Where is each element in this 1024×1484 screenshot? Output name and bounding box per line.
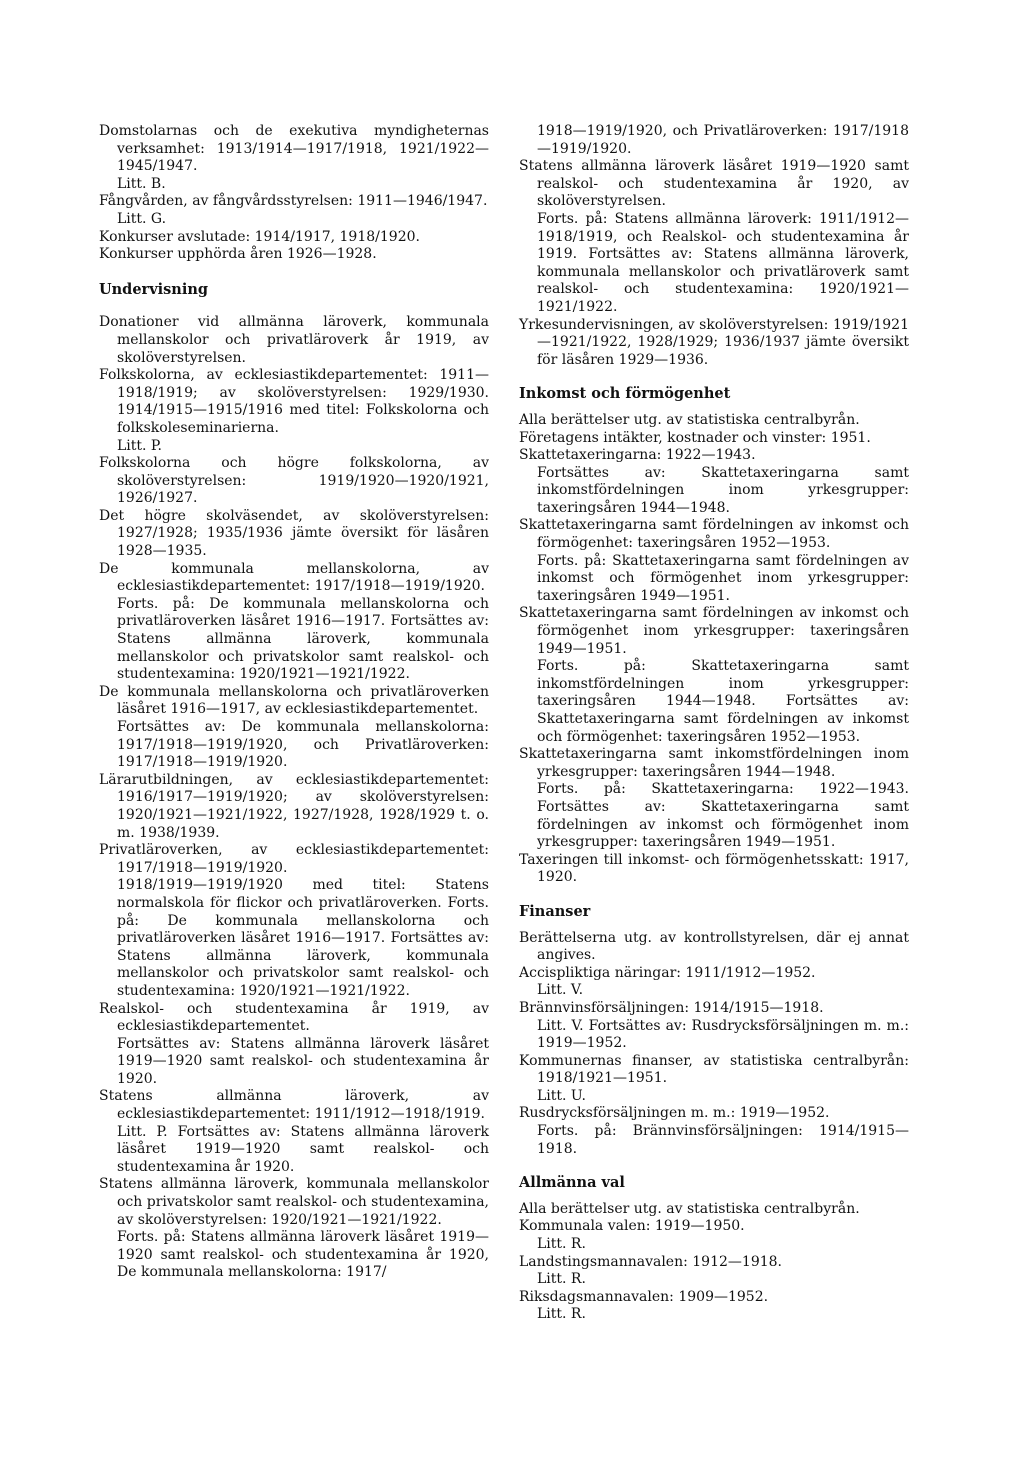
entry-continuation: Forts. på: Statens allmänna läroverk läsåret 1919—1920 samt realskol- och studentexamina år 1920, De kommunala mellanskolorna: 1917/	[117, 1229, 489, 1281]
entry-continuation: Fortsättes av: De kommunala mellanskolorna: 1917/1918—1919/1920, och Privatläroverken: 1917/1918—1919/1920.	[117, 719, 489, 771]
entry-continuation: 1918—1919/1920, och Privatläroverken: 1917/1918—1919/1920.	[537, 123, 909, 157]
entry-continuation: Fortsättes av: Skattetaxeringarna samt inkomstfördelningen inom yrkesgrupper: taxeringsåren 1944—1948.	[537, 464, 909, 516]
entry-continuation: Forts. på: Statens allmänna läroverk: 1911/1912—1918/1919, och Realskol- och studentexamina år 1919. Fortsättes av: Statens allmänna läroverk, kommunala mellanskolor och privatläroverk samt realskol- och studentexamina: 1920/1921—1921/1922.	[537, 210, 909, 315]
catalog-entry: Det högre skolväsendet, av skolöverstyrelsen: 1927/1928; 1935/1936 jämte översikt för läsåren 1928—1935.	[99, 507, 489, 560]
catalog-entry: De kommunala mellanskolorna, av ecklesiastikdepartementet: 1917/1918—1919/1920.	[99, 560, 489, 595]
catalog-entry: Folkskolorna, av ecklesiastikdepartementet: 1911—1918/1919; av skolöverstyrelsen: 1929/1930. 1914/1915—1915/1916 med titel: Folkskolorna och folkskoleseminarierna.	[99, 367, 489, 436]
catalog-entry: Domstolarnas och de exekutiva myndigheternas verksamhet: 1913/1914—1917/1918, 1921/1922—1945/1947.	[99, 123, 489, 175]
catalog-entry: Konkurser avslutade: 1914/1917, 1918/1920.	[99, 228, 420, 245]
entry-continuation: Forts. på: Skattetaxeringarna samt inkomstfördelningen inom yrkesgrupper: taxeringsåren 1944—1948. Fortsättes av: Skattetaxeringarna samt fördelningen av inkomst och förmögenhet: taxeringsåren 1952—1953.	[537, 658, 909, 745]
catalog-entry: Alla berättelser utg. av statistiska centralbyrån.	[519, 1200, 860, 1217]
entry-continuation: Litt. P. Fortsättes av: Statens allmänna läroverk läsåret 1919—1920 samt realskol- och studentexamina år 1920.	[117, 1123, 489, 1175]
catalog-entry: Realskol- och studentexamina år 1919, av ecklesiastikdepartementet.	[99, 1000, 489, 1035]
catalog-entry: Privatläroverken, av ecklesiastikdepartementet: 1917/1918—1919/1920.	[99, 842, 489, 876]
entry-continuation: Litt. R.	[537, 1271, 586, 1288]
entry-continuation: Litt. U.	[537, 1087, 586, 1104]
catalog-entry: Konkurser upphörda åren 1926—1928.	[99, 246, 377, 263]
catalog-entry: De kommunala mellanskolorna och privatläroverken läsåret 1916—1917, av ecklesiastikdepartementet.	[99, 683, 489, 718]
left-column	[99, 123, 489, 1282]
catalog-entry: Kommunala valen: 1919—1950.	[519, 1218, 745, 1235]
entry-continuation: Forts. på: De kommunala mellanskolorna och privatläroverken läsåret 1916—1917. Fortsättes av: Statens allmänna läroverk, kommunala mellanskolor och privatskolor samt realskol- och studentexamina: 1920/1921—1921/1922.	[117, 595, 489, 683]
catalog-entry: Riksdagsmannavalen: 1909—1952.	[519, 1288, 769, 1305]
catalog-entry: Alla berättelser utg. av statistiska centralbyrån.	[519, 411, 860, 428]
entry-continuation: Forts. på: Skattetaxeringarna: 1922—1943. Fortsättes av: Skattetaxeringarna samt fördelningen av inkomst och förmögenhet inom yrkesgrupper: taxeringsåren 1949—1951.	[537, 781, 909, 851]
catalog-entry: Taxeringen till inkomst- och förmögenhetsskatt: 1917, 1920.	[519, 851, 909, 886]
catalog-entry: Statens allmänna läroverk, kommunala mellanskolor och privatskolor samt realskol- och studentexamina, av skolöverstyrelsen: 1920/1921—1921/1922.	[99, 1176, 489, 1228]
catalog-entry: Fångvården, av fångvårdsstyrelsen: 1911—1946/1947.	[99, 193, 488, 210]
catalog-entry: Brännvinsförsäljningen: 1914/1915—1918.	[519, 999, 824, 1016]
entry-continuation: Litt. V.	[537, 982, 584, 999]
catalog-entry: Företagens intäkter, kostnader och vinster: 1951.	[519, 429, 871, 446]
entry-continuation: Fortsättes av: Statens allmänna läroverk läsåret 1919—1920 samt realskol- och studentexamina år 1920.	[117, 1035, 489, 1087]
section-heading: Allmänna val	[519, 1174, 625, 1192]
entry-continuation: Litt. V. Fortsättes av: Rusdrycksförsäljningen m. m.: 1919—1952.	[537, 1017, 909, 1052]
catalog-entry: Donationer vid allmänna läroverk, kommunala mellanskolor och privatläroverk år 1919, av skolöverstyrelsen.	[99, 314, 489, 366]
catalog-entry: Statens allmänna läroverk läsåret 1919—1920 samt realskol- och studentexamina år 1920, av skolöverstyrelsen.	[519, 158, 909, 210]
catalog-entry: Folkskolorna och högre folkskolorna, av skolöverstyrelsen: 1919/1920—1920/1921, 1926/1927.	[99, 455, 489, 507]
catalog-entry: Landstingsmannavalen: 1912—1918.	[519, 1253, 782, 1270]
catalog-entry: Kommunernas finanser, av statistiska centralbyrån: 1918/1921—1951.	[519, 1052, 909, 1087]
catalog-entry: Lärarutbildningen, av ecklesiastikdepartementet: 1916/1917—1919/1920; av skolöverstyrelsen: 1920/1921—1921/1922, 1927/1928, 1928/1929 t. o. m. 1938/1939.	[99, 771, 489, 841]
catalog-entry: Rusdrycksförsäljningen m. m.: 1919—1952.	[519, 1105, 830, 1122]
catalog-entry: Statens allmänna läroverk, av ecklesiastikdepartementet: 1911/1912—1918/1919.	[99, 1088, 489, 1123]
entry-continuation: Litt. R.	[537, 1306, 586, 1323]
catalog-entry: Skattetaxeringarna: 1922—1943.	[519, 447, 756, 464]
catalog-entry: Skattetaxeringarna samt fördelningen av inkomst och förmögenhet inom yrkesgrupper: taxeringsåren 1949—1951.	[519, 605, 909, 657]
catalog-entry: Berättelserna utg. av kontrollstyrelsen, där ej annat angives.	[519, 929, 909, 964]
section-heading: Inkomst och förmögenhet	[519, 385, 731, 403]
catalog-entry: Skattetaxeringarna samt fördelningen av inkomst och förmögenhet: taxeringsåren 1952—1953.	[519, 517, 909, 552]
section-heading: Finanser	[519, 902, 591, 920]
catalog-entry: Yrkesundervisningen, av skolöverstyrelsen: 1919/1921—1921/1922, 1928/1929; 1936/1937 jämte översikt för läsåren 1929—1936.	[519, 316, 909, 368]
entry-continuation: Litt. G.	[117, 210, 167, 227]
catalog-entry: Skattetaxeringarna samt inkomstfördelningen inom yrkesgrupper: taxeringsåren 1944—1948.	[519, 746, 909, 780]
section-heading: Undervisning	[99, 280, 209, 298]
entry-continuation: Forts. på: Brännvinsförsäljningen: 1914/1915—1918.	[537, 1123, 909, 1157]
entry-continuation: Litt. R.	[537, 1236, 586, 1253]
entry-continuation: Forts. på: Skattetaxeringarna samt fördelningen av inkomst och förmögenhet inom yrkesgrupper: taxeringsåren 1949—1951.	[537, 552, 909, 604]
entry-continuation: Litt. B.	[117, 175, 166, 192]
catalog-entry: Accispliktiga näringar: 1911/1912—1952.	[519, 964, 816, 981]
entry-continuation: 1918/1919—1919/1920 med titel: Statens normalskola för flickor och privatläroverken. Forts. på: De kommunala mellanskolorna och privatläroverken läsåret 1916—1917. Fortsättes av: Statens allmänna läroverk, kommunala mellanskolor och privatskolor samt realskol- och studentexamina: 1920/1921—1921/1922.	[117, 877, 489, 999]
right-column	[519, 123, 909, 1324]
entry-continuation: Litt. P.	[117, 437, 162, 454]
